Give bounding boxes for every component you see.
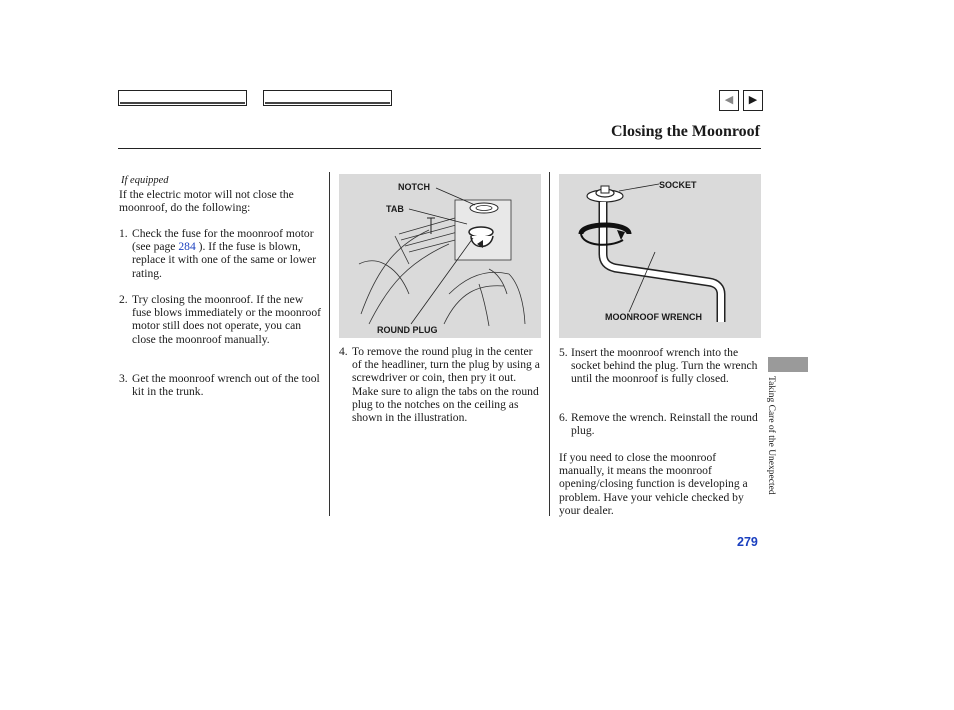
table-of-contents-button[interactable] [263, 90, 392, 106]
step-text: Remove the wrench. Reinstall the round plug. [571, 411, 758, 438]
step-number: 1. [119, 227, 128, 240]
step-text: Check the fuse for the moonroof motor (see page [132, 227, 314, 254]
step-5 [559, 346, 759, 386]
step-text: ). If the fuse is blown, replace it with one of the same or lower rating. [132, 240, 317, 280]
column-divider-2 [549, 172, 550, 516]
arrow-right-icon: ▶ [748, 93, 758, 106]
step-number: 6. [559, 411, 568, 424]
step-3 [119, 372, 325, 398]
step-number: 3. [119, 372, 128, 385]
round-plug-label: ROUND PLUG [377, 325, 438, 335]
step-number: 2. [119, 293, 128, 306]
headliner-diagram [339, 174, 541, 338]
section-tab[interactable] [768, 357, 808, 372]
section-tab-label: Taking Care of the Unexpected [766, 376, 776, 495]
dealer-note: If you need to close the moonroof manually, it means the moonroof opening/closing function is developing a problem. Have your vehicle checked by your dealer. [559, 451, 748, 517]
step-number: 4. [339, 345, 348, 358]
page-link[interactable]: 284 [178, 240, 196, 254]
step-text: Try closing the moonroof. If the new fuse blows immediately or the moonroof motor still does not operate, you can close the moonroof manually. [132, 293, 322, 346]
round-plug-illustration [339, 174, 541, 338]
step-6 [559, 411, 759, 437]
step-text: Get the moonroof wrench out of the tool kit in the trunk. [132, 372, 320, 399]
step-text: Insert the moonroof wrench into the socket behind the plug. Turn the wrench until the moonroof is fully closed. [571, 346, 758, 386]
page-number: 279 [737, 535, 758, 549]
column-divider-1 [329, 172, 330, 516]
next-page-button[interactable] [743, 90, 763, 111]
socket-label: SOCKET [659, 180, 697, 190]
arrow-left-icon: ◀ [724, 93, 734, 106]
step-number: 5. [559, 346, 568, 359]
notch-label: NOTCH [398, 182, 430, 192]
tab-label: TAB [386, 204, 404, 214]
if-equipped-note: If equipped [121, 175, 169, 186]
main-menu-button[interactable] [118, 90, 247, 106]
intro-text: If the electric motor will not close the moonroof, do the following: [119, 188, 294, 215]
step-4 [339, 345, 541, 424]
step-2 [119, 293, 325, 346]
title-divider [118, 148, 761, 149]
step-1 [119, 227, 325, 280]
moonroof-wrench-label: MOONROOF WRENCH [605, 312, 702, 322]
page-title: Closing the Moonroof [610, 123, 760, 140]
step-text: To remove the round plug in the center of the headliner, turn the plug by using a screwdriver or coin, then pry it out. Make sure to align the tabs on the round plug to the notches on the ceiling as shown in the illustration. [352, 345, 540, 425]
moonroof-wrench-illustration [559, 174, 761, 338]
prev-page-button[interactable] [719, 90, 739, 111]
